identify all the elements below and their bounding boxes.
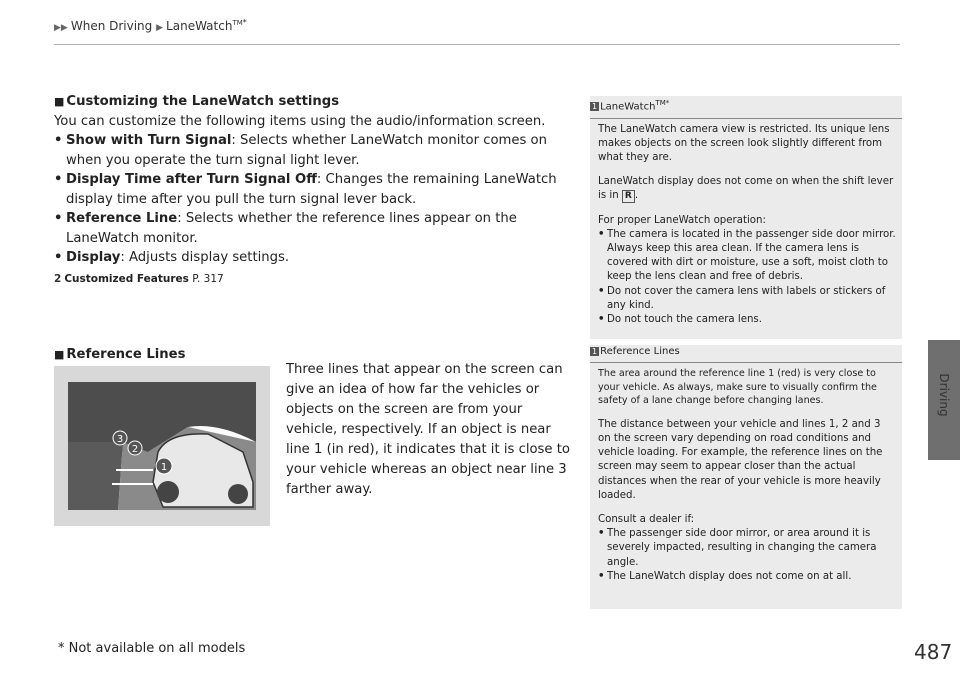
running-header — [54, 18, 247, 33]
reference-lines-figure — [54, 366, 270, 526]
cross-reference-link[interactable]: 2 Customized Features P. 317 — [54, 272, 224, 285]
sidebar-heading: 1 Reference Lines — [590, 345, 902, 363]
shift-r-key: R — [622, 190, 635, 203]
list-item: • Show with Turn Signal: Selects whether LaneWatch monitor comes on when you operate the turn signal light lever. — [54, 133, 547, 168]
sidebar-bullet: • The passenger side door mirror, or area around it is severely impacted, resulting in changing the camera angle. — [598, 528, 877, 568]
sidebar-paragraph: LaneWatch display does not come on when the shift lever is in R . — [598, 176, 894, 202]
svg-text:1: 1 — [160, 462, 168, 473]
sidebar-paragraph: The LaneWatch camera view is restricted. Its unique lens makes objects on the screen look slightly different from what they are. — [598, 123, 890, 163]
info-icon: 1 — [592, 102, 598, 112]
header-section: When Driving — [70, 19, 153, 33]
svg-text:2: 2 — [131, 444, 139, 455]
arrow-icon: ▶▶ — [54, 23, 68, 33]
page-number: 487 — [914, 640, 953, 664]
sidebar-bullet: • Do not cover the camera lens with labels or stickers of any kind. — [598, 285, 886, 311]
sidebar-paragraph: For proper LaneWatch operation: — [598, 214, 766, 226]
sidebar-bullet: • Do not touch the camera lens. — [598, 313, 762, 325]
camera-view-illustration — [68, 382, 256, 510]
line-marker-2 — [128, 441, 142, 455]
list-item: • Display: Adjusts display settings. — [54, 250, 290, 265]
sidebar-reference-lines-notes — [590, 345, 902, 609]
sidebar-lanewatch-notes — [590, 96, 902, 339]
info-icon: 1 — [592, 347, 598, 356]
header-tm: TM — [232, 19, 243, 27]
list-item: • Display Time after Turn Signal Off: Changes the remaining LaneWatch display time after you pull the turn signal lever back. — [54, 172, 557, 207]
arrow-icon: ▶ — [156, 23, 164, 33]
sidebar-bullet: • The camera is located in the passenger side door mirror. Always keep this area clean. If the camera lens is covered with dirt or moisture, use a soft, moist cloth to keep the lens clean and free of debris. — [598, 228, 896, 283]
header-star: * — [242, 18, 247, 27]
customizing-heading: ■ Customizing the LaneWatch settings — [54, 94, 340, 109]
line-marker-1 — [156, 458, 172, 474]
line-marker-3 — [113, 431, 127, 445]
sidebar-paragraph: The distance between your vehicle and lines 1, 2 and 3 on the screen vary depending on road conditions and vehicle loading. For example, the reference lines on the screen may seem to appear closer than the actual distances when the rear of your vehicle is more heavily loaded. — [598, 418, 883, 501]
sidebar-paragraph: The area around the reference line 1 (red) is very close to your vehicle. As always, make sure to visually confirm the safety of a lane change before changing lanes. — [598, 368, 877, 407]
square-bullet-icon: ■ — [54, 95, 65, 108]
footnote: * Not available on all models — [58, 641, 246, 656]
svg-text:3: 3 — [116, 434, 124, 445]
chapter-tab-label: Driving — [937, 373, 951, 417]
sidebar-paragraph: Consult a dealer if: — [598, 513, 695, 525]
customizing-intro: You can customize the following items using the audio/information screen. — [54, 113, 546, 129]
customizing-section — [54, 92, 574, 289]
header-page: LaneWatch — [166, 19, 233, 33]
square-bullet-icon: ■ — [54, 348, 65, 361]
header-rule — [54, 44, 900, 45]
sidebar-heading: 1 LaneWatch$^{TM*}$ — [590, 96, 902, 119]
list-item: • Reference Line: Selects whether the reference lines appear on the LaneWatch monitor. — [54, 211, 517, 246]
sidebar-bullet: • The LaneWatch display does not come on at all. — [598, 570, 852, 582]
xref-icon: 2 — [54, 272, 62, 285]
reference-lines-body: Three lines that appear on the screen can give an idea of how far the vehicles or objects on the screen are from your vehicle, respectively. If an object is near line 1 (in red), it indicates that it is close to your vehicle whereas an object near line 3 farther away. — [286, 362, 570, 497]
reference-lines-heading: ■ Reference Lines — [54, 347, 186, 362]
